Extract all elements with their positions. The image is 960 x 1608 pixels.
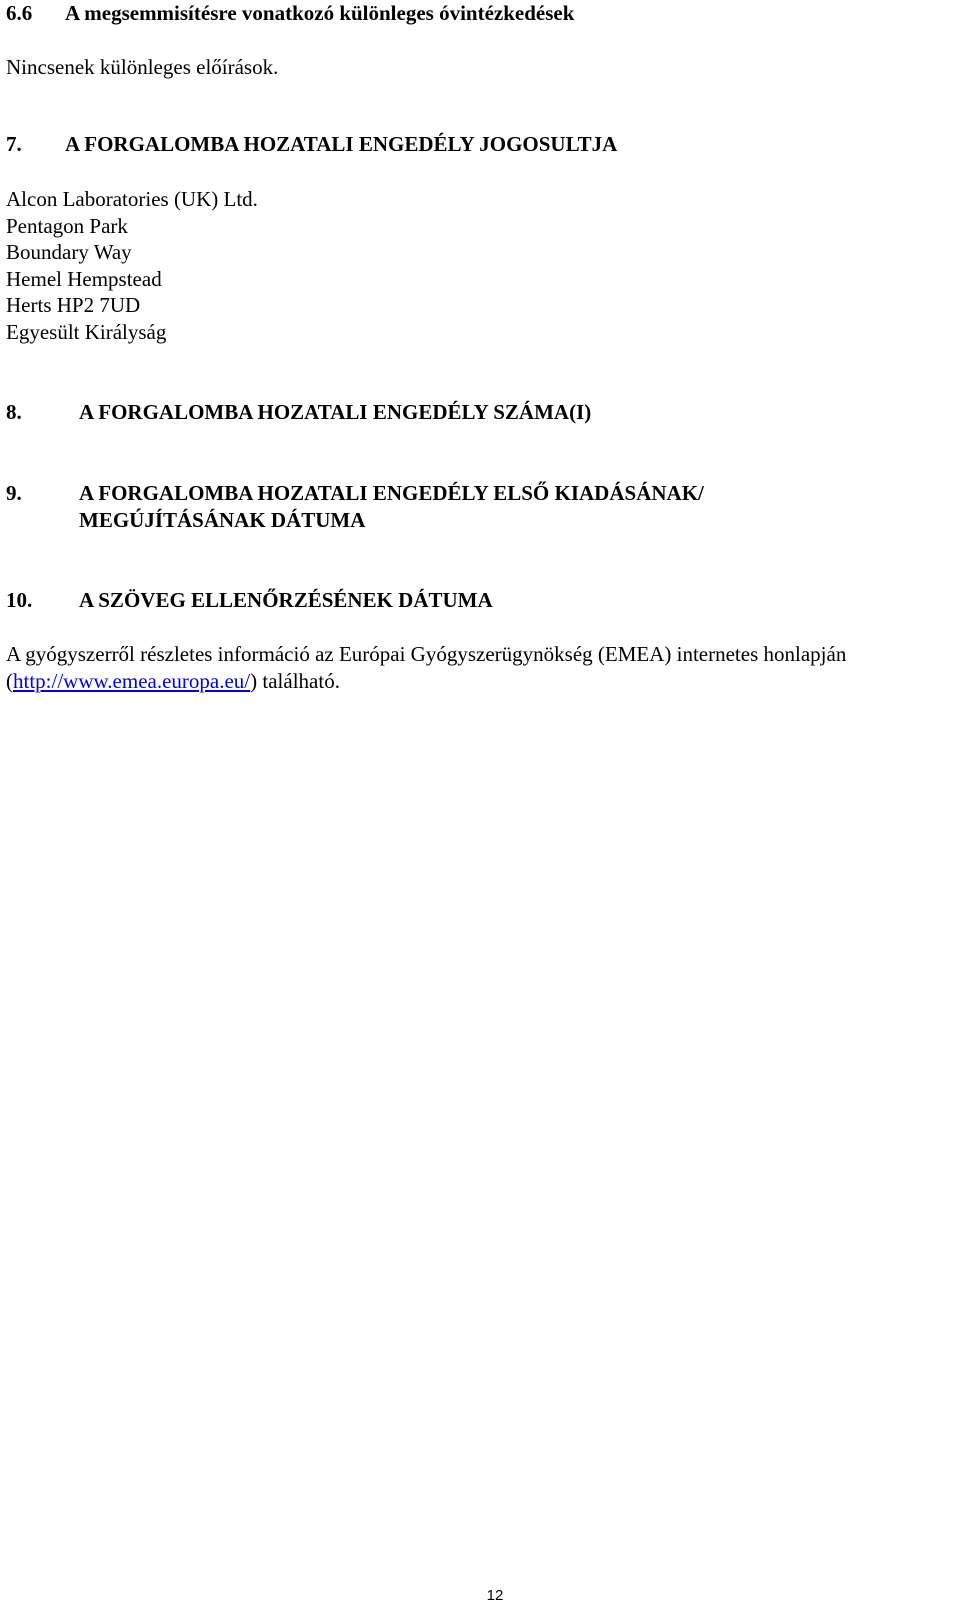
section-6-6-number: 6.6 — [6, 1, 33, 25]
section-9-heading — [6, 480, 960, 534]
section-9-title-line-2: MEGÚJÍTÁSÁNAK DÁTUMA — [79, 508, 366, 532]
emea-website-link[interactable]: http://www.emea.europa.eu/ — [13, 669, 251, 693]
address-line: Egyesült Királyság — [6, 319, 167, 344]
section-6-6-heading — [6, 0, 960, 27]
section-9-number: 9. — [6, 481, 22, 505]
section-6-6-title: A megsemmisítésre vonatkozó különleges óvintézkedések — [65, 1, 575, 25]
section-10-body-text: A gyógyszerről részletes információ az Európai Gyógyszerügynökség (EMEA) internetes honlapján — [6, 642, 847, 666]
section-9-title-line-1: A FORGALOMBA HOZATALI ENGEDÉLY ELSŐ KIADÁSÁNAK/ — [79, 481, 704, 505]
section-9-title — [79, 480, 704, 534]
section-10-heading — [6, 587, 960, 614]
holder-address — [6, 186, 960, 346]
section-7-heading — [6, 131, 960, 158]
section-7-title: A FORGALOMBA HOZATALI ENGEDÉLY JOGOSULTJA — [65, 132, 618, 156]
page-number: 12 — [486, 1587, 504, 1604]
section-8-heading — [6, 399, 960, 426]
section-6-6-body: Nincsenek különleges előírások. — [6, 55, 279, 79]
address-line: Boundary Way — [6, 240, 132, 265]
section-8-number: 8. — [6, 400, 22, 424]
section-10-title: A SZÖVEG ELLENŐRZÉSÉNEK DÁTUMA — [79, 588, 493, 612]
section-7-number: 7. — [6, 132, 22, 156]
section-10-body — [6, 641, 946, 695]
section-10-body-end: ) található. — [250, 669, 340, 693]
section-10-open-paren: ( — [6, 669, 13, 693]
section-8-title: A FORGALOMBA HOZATALI ENGEDÉLY SZÁMA(I) — [79, 400, 592, 424]
address-line: Pentagon Park — [6, 213, 128, 238]
address-line: Hemel Hempstead — [6, 266, 162, 291]
section-10-number: 10. — [6, 588, 33, 612]
address-line: Herts HP2 7UD — [6, 293, 141, 318]
address-line: Alcon Laboratories (UK) Ltd. — [6, 187, 258, 211]
